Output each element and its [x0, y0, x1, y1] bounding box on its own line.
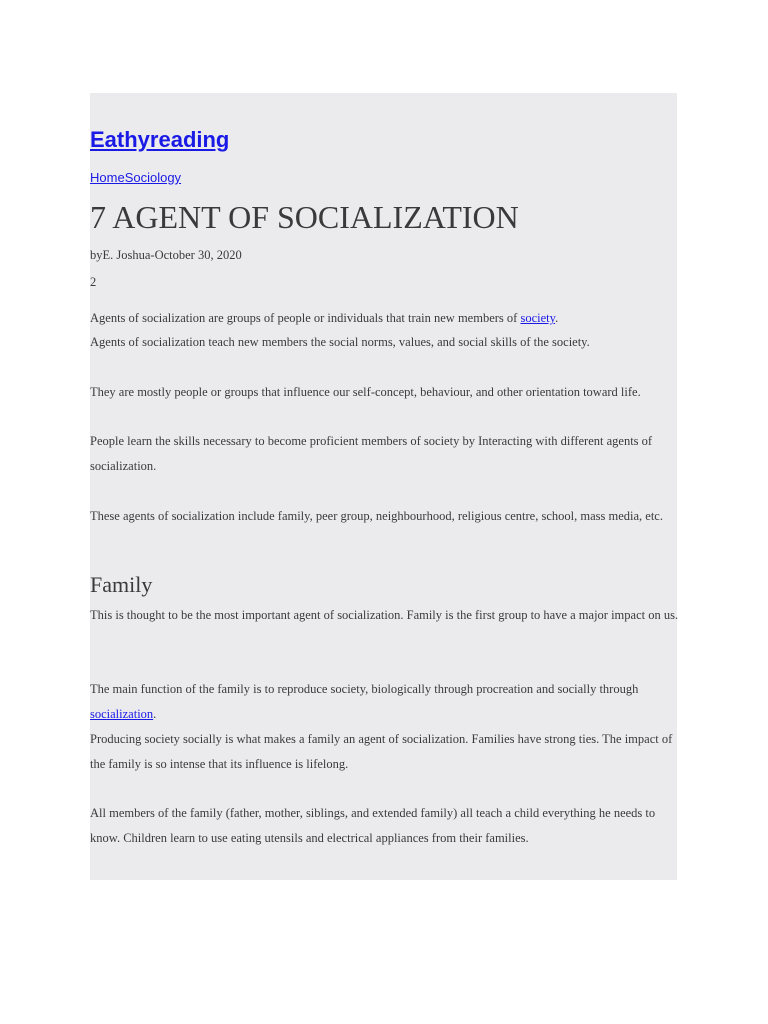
paragraph-7-end: .	[153, 707, 157, 721]
breadcrumb-home-link[interactable]: Home	[90, 170, 125, 185]
paragraph-7	[90, 677, 680, 727]
paragraph-4: People learn the skills necessary to become proficient members of society by Interacting with different agents of socialization.	[90, 434, 653, 473]
section-heading-family: Family	[90, 572, 153, 597]
comment-count: 2	[90, 275, 97, 289]
paragraph-2: Agents of socialization teach new members the social norms, values, and social skills of the society.	[90, 335, 590, 349]
paragraph-1-text: Agents of socialization are groups of people or individuals that train new members of	[90, 311, 521, 325]
breadcrumb	[90, 169, 181, 187]
paragraph-6: This is thought to be the most important agent of socialization. Family is the first group to have a major impact on us.	[90, 608, 679, 622]
site-title-link[interactable]: Eathyreading	[90, 127, 230, 152]
article-title: 7 AGENT OF SOCIALIZATION	[90, 199, 519, 235]
paragraph-5: These agents of socialization include family, peer group, neighbourhood, religious centre, school, mass media, etc.	[90, 509, 663, 523]
society-link[interactable]: society	[520, 311, 556, 325]
paragraph-9: All members of the family (father, mother, siblings, and extended family) all teach a child everything he needs to know. Children learn to use eating utensils and electrical appliances from their families.	[90, 806, 656, 845]
paragraph-1	[90, 306, 680, 331]
paragraph-1-end: .	[555, 311, 559, 325]
paragraph-3: They are mostly people or groups that influence our self-concept, behaviour, and other orientation toward life.	[90, 385, 641, 399]
paragraph-7-text: The main function of the family is to reproduce society, biologically through procreation and socially through	[90, 682, 639, 696]
breadcrumb-sociology-link[interactable]: Sociology	[124, 170, 182, 185]
socialization-link[interactable]: socialization	[90, 707, 154, 721]
paragraph-8: Producing society socially is what makes a family an agent of socialization. Families have strong ties. The impact of the family is so intense that its influence is lifelong.	[90, 732, 673, 771]
byline: byE. Joshua-October 30, 2020	[90, 248, 242, 262]
